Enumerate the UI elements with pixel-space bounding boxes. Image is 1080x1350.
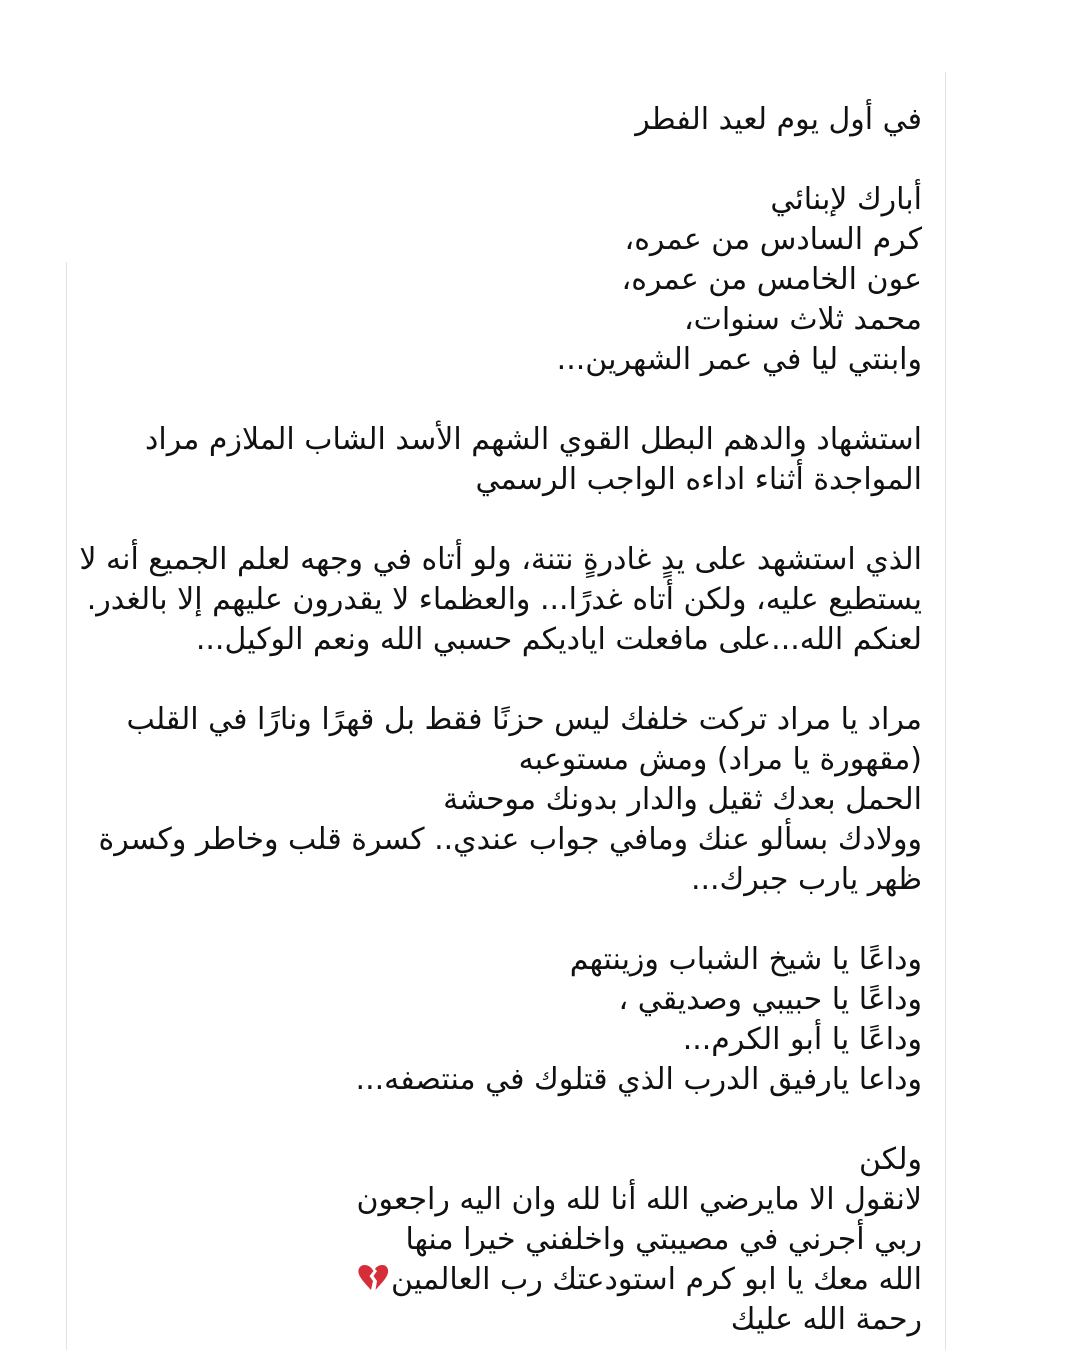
closing-line-5: رحمة الله عليك	[730, 1302, 922, 1337]
martyrdom-line-1: استشهاد والدهم البطل القوي الشهم الأسد الشاب الملازم مراد	[145, 422, 922, 457]
farewell-line-1: وداعًا يا شيخ الشباب وزينتهم	[569, 942, 922, 977]
treachery-line-2: يستطيع عليه، ولكن أتاه غدرًا... والعظماء لا يقدرون عليهم إلا بالغدر.	[86, 582, 922, 617]
blessing-child-2: عون الخامس من عمره،	[621, 262, 922, 297]
grief-paragraph	[70, 700, 922, 900]
blessing-intro: أبارك لإبنائي	[770, 182, 922, 217]
grief-line-1: مراد يا مراد تركت خلفك ليس حزنًا فقط بل قهرًا ونارًا في القلب	[126, 702, 922, 737]
farewell-line-3: وداعًا يا أبو الكرم...	[682, 1022, 922, 1057]
blessing-child-1: كرم السادس من عمره،	[624, 222, 922, 257]
treachery-paragraph	[70, 540, 922, 660]
farewell-line-4: وداعا يارفيق الدرب الذي قتلوك في منتصفه...	[355, 1062, 922, 1097]
grief-line-4: وولادك بسألو عنك ومافي جواب عندي.. كسرة قلب وخاطر وكسرة	[98, 822, 922, 857]
farewell-paragraph	[70, 940, 922, 1100]
grief-line-5: ظهر يارب جبرك...	[690, 862, 922, 897]
closing-line-3: ربي أجرني في مصيبتي واخلفني خيرا منها	[405, 1222, 922, 1257]
treachery-line-3: لعنكم الله...على مافعلت اياديكم حسبي الله ونعم الوكيل...	[195, 622, 922, 657]
closing-paragraph	[70, 1140, 922, 1340]
closing-line-4-wrapper	[70, 1260, 922, 1300]
closing-line-4: الله معك يا ابو كرم استودعتك رب العالمين	[391, 1262, 922, 1297]
post-title: في أول يوم لعيد الفطر	[635, 102, 922, 137]
blessing-paragraph	[70, 180, 922, 380]
grief-line-3: الحمل بعدك ثقيل والدار بدونك موحشة	[443, 782, 922, 817]
martyrdom-line-2: المواجدة أثناء اداءه الواجب الرسمي	[475, 462, 922, 497]
right-divider	[945, 72, 946, 1350]
broken-heart-icon	[357, 1263, 389, 1293]
grief-line-2: (مقهورة يا مراد) ومش مستوعبه	[518, 742, 922, 777]
blessing-child-4: وابنتي ليا في عمر الشهرين...	[556, 342, 922, 377]
martyrdom-paragraph	[70, 420, 922, 500]
closing-line-2: لانقول الا مايرضي الله أنا لله وان اليه راجعون	[356, 1182, 922, 1217]
post-body	[70, 100, 922, 1340]
closing-line-1: ولكن	[858, 1142, 922, 1177]
treachery-line-1: الذي استشهد على يدٍ غادرةٍ نتنة، ولو أتاه في وجهه لعلم الجميع أنه لا	[79, 542, 922, 577]
farewell-line-2: وداعًا يا حبيبي وصديقي ،	[618, 982, 922, 1017]
blessing-child-3: محمد ثلاث سنوات،	[683, 302, 922, 337]
title-paragraph	[70, 100, 922, 140]
left-divider	[66, 262, 67, 1350]
